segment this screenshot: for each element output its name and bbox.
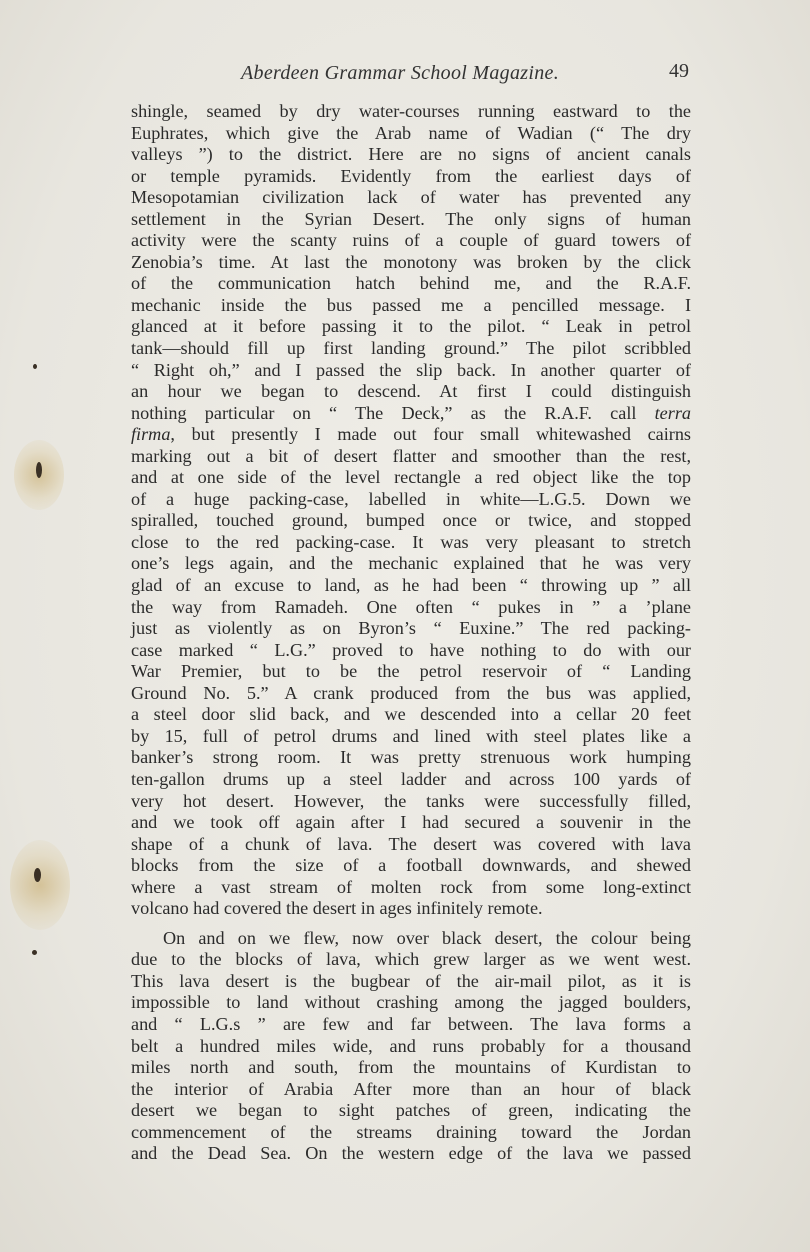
text-line: desert we began to sight patches of green, indicating the [131, 1100, 691, 1121]
text-line: a steel door slid back, and we descended into a cellar 20 feet [131, 704, 691, 725]
text-line: glad of an excuse to land, as he had been “ throwing up ” all [131, 575, 691, 596]
text-line: glanced at it before passing it to the pilot. “ Leak in petrol [131, 316, 691, 337]
text-line: commencement of the streams draining toward the Jordan [131, 1121, 691, 1142]
italic-word: firma [131, 424, 171, 445]
ink-speck [33, 364, 37, 369]
text-line: “ Right oh,” and I passed the slip back. In another quarter of [131, 359, 691, 380]
text-line: shingle, seamed by dry water-courses running eastward to the [131, 101, 691, 121]
text-line: by 15, full of petrol drums and lined with steel plates like a [131, 725, 691, 746]
ink-speck [36, 462, 42, 478]
paragraph-1 [131, 101, 691, 920]
text-line: This lava desert is the bugbear of the air-mail pilot, as it is [131, 970, 691, 991]
text-line: settlement in the Syrian Desert. The only signs of human [131, 208, 691, 229]
text-line: close to the red packing-case. It was very pleasant to stretch [131, 531, 691, 552]
foxing-stain [10, 840, 70, 930]
text-line: Mesopotamian civilization lack of water has prevented any [131, 187, 691, 208]
text-line: one’s legs again, and the mechanic explained that he was very [131, 553, 691, 574]
text-line: where a vast stream of molten rock from some long-extinct [131, 876, 691, 897]
text-line: an hour we began to descend. At first I could distinguish [131, 381, 691, 402]
text-line: volcano had covered the desert in ages infinitely remote. [131, 898, 543, 919]
text-line: mechanic inside the bus passed me a pencilled message. I [131, 294, 691, 315]
text-line: the way from Ramadeh. One often “ pukes in ” a ’plane [131, 596, 691, 617]
text-line: ten-gallon drums up a steel ladder and across 100 yards of [131, 768, 691, 789]
text-line: very hot desert. However, the tanks were successfully filled, [131, 790, 691, 811]
text-line: and “ L.G.s ” are few and far between. The lava forms a [131, 1013, 691, 1034]
text-line: Euphrates, which give the Arab name of Wadian (“ The dry [131, 122, 691, 143]
text-line: miles north and south, from the mountains of Kurdistan to [131, 1057, 691, 1078]
text-line: the interior of Arabia After more than an hour of black [131, 1078, 691, 1099]
text-line: marking out a bit of desert flatter and smoother than the rest, [131, 445, 691, 466]
text-line: of a huge packing-case, labelled in white—L.G.5. Down we [131, 488, 691, 509]
text-line: and the Dead Sea. On the western edge of the lava we passed [131, 1143, 691, 1164]
text-line: belt a hundred miles wide, and runs probably for a thousand [131, 1035, 691, 1056]
magazine-title: Aberdeen Grammar School Magazine. [241, 62, 559, 84]
text-line: valleys ”) to the district. Here are no signs of ancient canals [131, 144, 691, 165]
text-line: or temple pyramids. Evidently from the earliest days of [131, 165, 691, 186]
text-line: and at one side of the level rectangle a red object like the top [131, 467, 691, 488]
text-line: case marked “ L.G.” proved to have nothing to do with our [131, 639, 691, 660]
text-line: activity were the scanty ruins of a couple of guard towers of [131, 230, 691, 251]
text-segment: nothing particular on “ The Deck,” as the R.A.F. call [131, 402, 655, 423]
page-number: 49 [669, 60, 689, 82]
text-line: On and on we flew, now over black desert, the colour being [163, 927, 691, 948]
text-line: and we took off again after I had secured a souvenir in the [131, 812, 691, 833]
text-line: spiralled, touched ground, bumped once or twice, and stopped [131, 510, 691, 531]
italic-word: terra [654, 402, 691, 423]
text-line: Ground No. 5.” A crank produced from the bus was applied, [131, 682, 691, 703]
text-line: banker’s strong room. It was pretty strenuous work humping [131, 747, 691, 768]
text-line: Zenobia’s time. At last the monotony was broken by the click [131, 251, 691, 272]
ink-speck [34, 868, 41, 882]
text-line: impossible to land without crashing among the jagged boulders, [131, 992, 691, 1013]
text-line: shape of a chunk of lava. The desert was covered with lava [131, 833, 691, 854]
paragraph-2 [131, 928, 691, 1165]
text-line-with-italic [131, 424, 691, 446]
text-line: War Premier, but to be the petrol reservoir of “ Landing [131, 661, 691, 682]
ink-speck [32, 950, 37, 955]
running-header [0, 58, 810, 92]
paragraph-gap [131, 920, 691, 928]
text-line-with-italic [131, 403, 691, 425]
text-line: just as violently as on Byron’s “ Euxine.” The red packing- [131, 618, 691, 639]
article-body [131, 101, 691, 1165]
text-line: tank—should fill up first landing ground.” The pilot scribbled [131, 338, 691, 359]
text-line: blocks from the size of a football downwards, and shewed [131, 855, 691, 876]
text-line: of the communication hatch behind me, and the R.A.F. [131, 273, 691, 294]
text-line: due to the blocks of lava, which grew larger as we went west. [131, 949, 691, 970]
text-segment: , but presently I made out four small whitewashed cairns [170, 424, 691, 445]
